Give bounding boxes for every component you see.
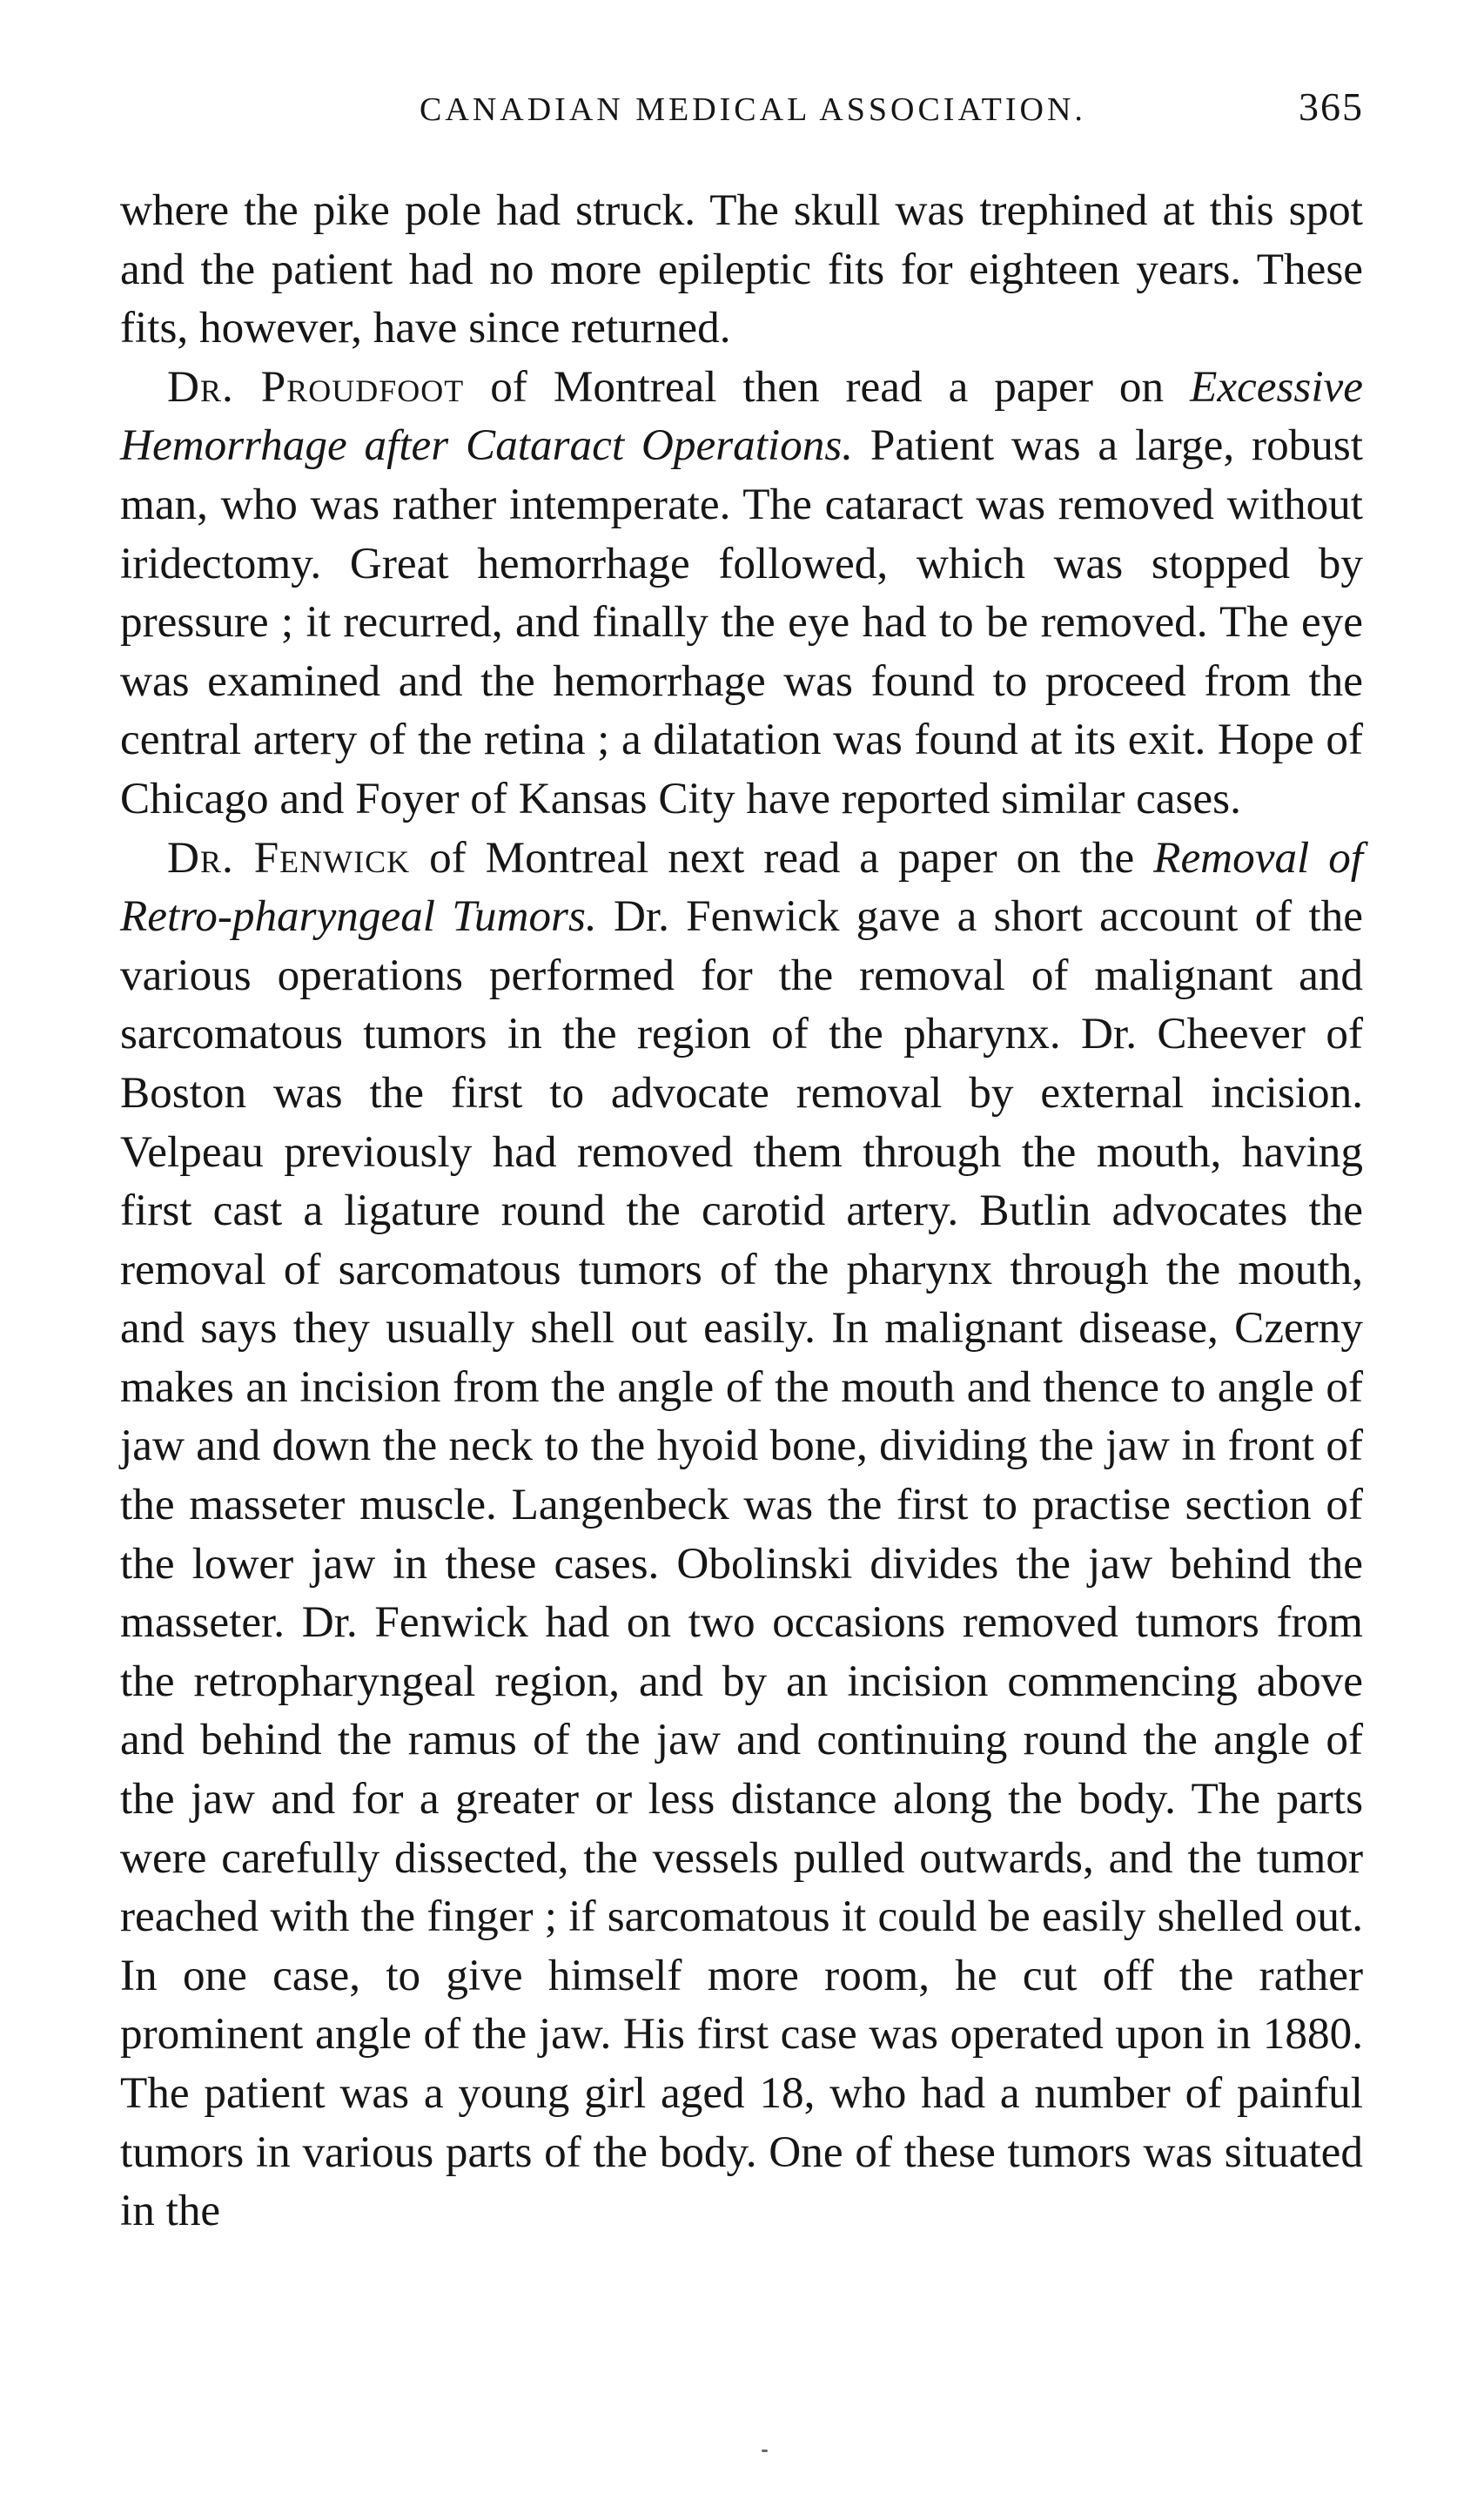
paragraph-lead: of Montreal then read a paper on bbox=[464, 361, 1191, 412]
running-title: CANADIAN MEDICAL ASSOCIATION. bbox=[420, 91, 1086, 128]
page-number: 365 bbox=[1299, 84, 1364, 129]
paragraph-text: where the pike pole had struck. The skull was trephined at this spot and the patient had no more epileptic fits for eighteen years. These fits, however, have since returned. bbox=[120, 185, 1363, 353]
paragraph-continuation bbox=[120, 181, 1363, 358]
paragraph-lead: of Montreal next read a paper on the bbox=[410, 832, 1154, 883]
paper-title: Excessive Hemorrhage after Cataract Operations. bbox=[120, 361, 1363, 471]
paragraph-fenwick bbox=[120, 829, 1363, 2241]
paper-title: Removal of Retro-pharyngeal Tumors. bbox=[120, 832, 1364, 942]
speaker-name: Dr. Fenwick bbox=[167, 832, 411, 883]
body-text bbox=[120, 181, 1363, 2241]
speaker-name: Dr. Proudfoot bbox=[167, 361, 465, 412]
running-head bbox=[120, 84, 1364, 136]
paragraph-text: Dr. Fenwick gave a short account of the various operations performed for the removal of malignant and sarcomatous tumors in the region of the pharynx. Dr. Cheever of Boston was the first to advocate removal by external incision. Velpeau previously had removed them through the mouth, having first cast a ligature round the carotid artery. Butlin advocates the removal of sarcomatous tumors of the pharynx through the mouth, and says they usually shell out easily. In malignant disease, Czerny makes an incision from the angle of the mouth and thence to angle of jaw and down the neck to the hyoid bone, dividing the jaw in front of the masseter muscle. Langenbeck was the first to practise section of the lower jaw in these cases. Obolinski divides the jaw behind the masseter. Dr. Fenwick had on two occasions removed tumors from the retropharyngeal region, and by an incision commencing above and behind the ramus of the jaw and continuing round the angle of the jaw and for a greater or less distance along the body. The parts were carefully dissected, the vessels pulled outwards, and the tumor reached with the finger ; if sarcomatous it could be easily shelled out. In one case, to give himself more room, he cut off the rather prominent angle of the jaw. His first case was operated upon in 1880. The patient was a young girl aged 18, who had a number of painful tumors in various parts of the body. One of these tumors was situated in the bbox=[120, 891, 1363, 2236]
paragraph-text: Patient was a large, robust man, who was rather intemperate. The cataract was removed without iridectomy. Great hemorrhage followed, which was stopped by pressure ; it recurred, and finally the eye had to be removed. The eye was examined and the hemorrhage was found to proceed from the central artery of the retina ; a dilatation was found at its exit. Hope of Chicago and Foyer of Kansas City have reported similar cases. bbox=[120, 420, 1363, 823]
paragraph-proudfoot bbox=[120, 358, 1363, 829]
print-speck bbox=[762, 2450, 768, 2452]
